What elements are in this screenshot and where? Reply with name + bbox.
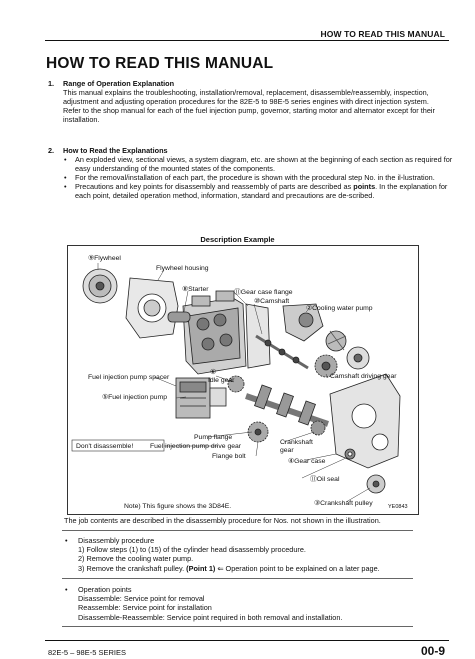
label-flange-bolt: Flange bolt [212, 453, 246, 460]
starter-drawing [168, 312, 190, 322]
gear-case-drawing [330, 374, 400, 468]
operation-points [62, 585, 422, 622]
bullet-dot: • [64, 182, 67, 192]
running-header: HOW TO READ THIS MANUAL [320, 29, 445, 39]
footer-rule [45, 640, 449, 641]
flywheel-housing-drawing [126, 278, 178, 338]
label-crankshaft-pulley: ③Crankshaft pulley [314, 500, 373, 507]
bullet-dot: • [64, 173, 67, 183]
label-gear-case-flange: ⑪Gear case flange [234, 289, 293, 296]
bullet-item [63, 173, 453, 182]
divider [62, 530, 413, 531]
label-starter: ⑧Starter [182, 286, 209, 293]
flywheel-drawing [83, 269, 117, 303]
points-emphasis: points [353, 182, 376, 192]
label-flywheel-housing: Flywheel housing [156, 265, 209, 272]
label-figure-note: Note) This figure shows the 3D84E. [124, 503, 232, 510]
label-flywheel: ⑨Flywheel [88, 255, 121, 262]
engine-block-drawing [183, 291, 246, 374]
operation-point-line: Reassemble: Service point for installation [78, 603, 212, 613]
disassembly-procedure [62, 536, 422, 573]
label-pump-flange: Pump flange [194, 434, 233, 441]
section-2-number: 2. [48, 146, 55, 155]
disassembly-title: Disassembly procedure [78, 536, 155, 545]
bullet-dot: • [65, 536, 68, 545]
label-crankshaft-gear-1: Crankshaft [280, 439, 313, 446]
point-label: (Point 1) [186, 563, 216, 573]
divider [62, 578, 413, 579]
footer-series: 82E-5 – 98E-5 SERIES [48, 648, 126, 657]
label-dont-disassemble: Don't disassemble! [76, 443, 134, 450]
bullet-dot: • [64, 155, 67, 165]
label-figure-code: YE0843 [388, 504, 408, 510]
section-1-body-2: Refer to the shop manual for each of the fuel injection pump, governor, starting motor and alternator except for their installation. [63, 106, 435, 125]
section-1-body-1: This manual explains the troubleshooting, installation/removal, replacement, disassemble/reassembly, inspection, adjustment and adjusting operation procedures for the 82E-5 to 98E-5 series engines with direct injection system. [63, 88, 429, 107]
label-camshaft: ⑩Camshaft [254, 298, 290, 305]
label-fuel-injection-pump: ⑤Fuel injection pump [102, 394, 168, 401]
step-1: 1) Follow steps (1) to (15) of the cylinder head disassembly procedure. [78, 545, 306, 555]
figure-heading: Description Example [200, 235, 275, 244]
job-contents-note: The job contents are described in the disassembly procedure for Nos. not shown in the illustration. [64, 516, 381, 525]
bullet-item [63, 182, 453, 200]
bullet-text: . In the explanation for each point, detailed operation method, information, standard and precautions are de-scribed. [75, 182, 448, 201]
bullet-text: Precautions and key points for disassembly and reassembly of parts are described as [75, 182, 354, 192]
section-1-number: 1. [48, 79, 55, 88]
bullet-item [63, 155, 453, 173]
bullet-text: For the removal/installation of each part, the procedure is shown with the procedural step No. in the il-lustration. [75, 173, 435, 183]
crankshaft-drawing [246, 385, 328, 425]
bullet-text: An exploded view, sectional views, a system diagram, etc. are shown at the beginning of each section as required for easy understanding of the mounted states of the components. [75, 155, 453, 174]
label-pump-drive-gear: Fuel injection pump drive gear [150, 443, 242, 450]
crankshaft-gear-drawing [311, 421, 325, 435]
operation-point-line: Disassemble: Service point for removal [78, 594, 205, 604]
step-3 [62, 564, 422, 573]
fuel-injection-pump-drawing [176, 378, 226, 418]
crankshaft-pulley-drawing [367, 475, 385, 493]
page-title: HOW TO READ THIS MANUAL [46, 55, 274, 72]
figure-frame [67, 245, 419, 515]
exploded-view-illustration [68, 246, 418, 514]
label-camshaft-driving-gear: Camshaft driving gear [330, 373, 397, 380]
label-oil-seal: ⑪Oil seal [310, 476, 340, 483]
bullet-dot: • [65, 585, 68, 594]
list-item [62, 585, 422, 594]
divider [62, 626, 413, 627]
section-2 [48, 146, 453, 201]
fan-pulley-drawing [347, 347, 369, 369]
label-idle-gear-number: ⑥ [210, 369, 217, 376]
section-2-heading: How to Read the Explanations [63, 146, 168, 155]
section-1-heading: Range of Operation Explanation [63, 79, 175, 88]
label-cooling-water-pump: ②Cooling water pump [306, 305, 373, 312]
label-idle-gear: Idle gear [208, 377, 235, 384]
point-note: ⇐ Operation point to be explained on a later page. [215, 563, 380, 573]
oil-seal-drawing [345, 449, 355, 459]
section-1 [48, 79, 453, 124]
page-number: 00-9 [420, 644, 445, 658]
header-rule [45, 40, 449, 41]
label-gear-case: ④Gear case [288, 458, 326, 465]
step-2: 2) Remove the cooling water pump. [78, 554, 194, 564]
list-item [62, 536, 422, 545]
operation-point-line: Disassemble-Reassemble: Service point required in both removal and installation. [78, 612, 343, 622]
label-fuel-pump-spacer: Fuel injection pump spacer [88, 374, 170, 381]
operation-points-title: Operation points [78, 585, 132, 594]
label-crankshaft-gear-2: gear [280, 447, 294, 454]
step-3-text: 3) Remove the crankshaft pulley. [78, 563, 187, 573]
